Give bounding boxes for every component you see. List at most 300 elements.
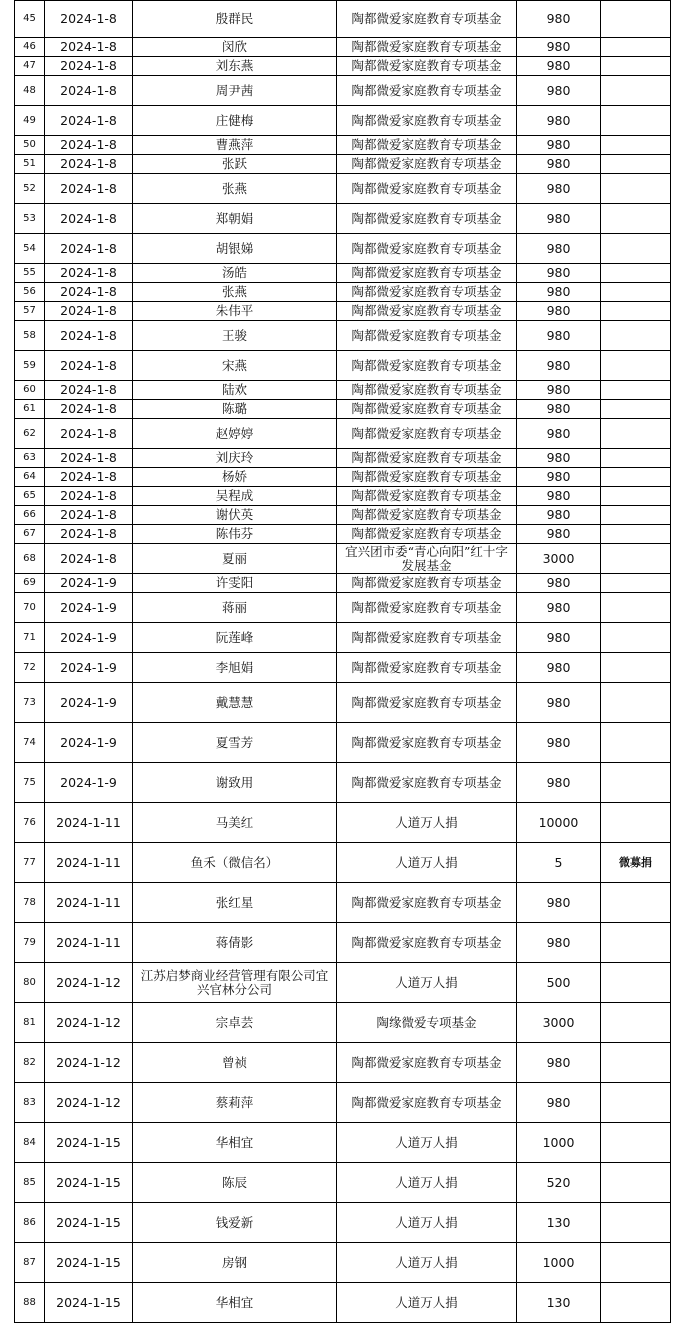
cell-no: 70: [15, 593, 45, 623]
table-row: [15, 1243, 671, 1283]
cell-date: 2024-1-8: [45, 204, 133, 234]
cell-fund: 陶都微爱家庭教育专项基金: [337, 234, 517, 264]
table-row: [15, 321, 671, 351]
cell-amount: 980: [517, 525, 601, 544]
cell-name: 张燕: [133, 174, 337, 204]
cell-note: [601, 264, 671, 283]
table-row: [15, 1283, 671, 1323]
cell-no: 58: [15, 321, 45, 351]
cell-name: 殷群民: [133, 1, 337, 38]
cell-fund: 陶都微爱家庭教育专项基金: [337, 449, 517, 468]
cell-fund: 陶都微爱家庭教育专项基金: [337, 106, 517, 136]
cell-date: 2024-1-11: [45, 803, 133, 843]
cell-note: [601, 1083, 671, 1123]
table-row: [15, 283, 671, 302]
cell-note: [601, 419, 671, 449]
table-row: [15, 803, 671, 843]
cell-name: 陈辰: [133, 1163, 337, 1203]
cell-date: 2024-1-15: [45, 1163, 133, 1203]
cell-no: 85: [15, 1163, 45, 1203]
cell-name: 谢伏英: [133, 506, 337, 525]
cell-no: 71: [15, 623, 45, 653]
table-row: [15, 234, 671, 264]
cell-note: [601, 468, 671, 487]
cell-fund: 人道万人捐: [337, 1203, 517, 1243]
cell-amount: 980: [517, 57, 601, 76]
cell-no: 60: [15, 381, 45, 400]
cell-date: 2024-1-12: [45, 1043, 133, 1083]
cell-amount: 3000: [517, 1003, 601, 1043]
cell-name: 汤皓: [133, 264, 337, 283]
cell-note: [601, 1003, 671, 1043]
cell-fund: 人道万人捐: [337, 1243, 517, 1283]
cell-date: 2024-1-8: [45, 234, 133, 264]
cell-date: 2024-1-8: [45, 302, 133, 321]
cell-note: [601, 302, 671, 321]
cell-fund: 陶都微爱家庭教育专项基金: [337, 525, 517, 544]
table-row: [15, 763, 671, 803]
cell-date: 2024-1-12: [45, 1003, 133, 1043]
cell-amount: 980: [517, 204, 601, 234]
cell-no: 63: [15, 449, 45, 468]
cell-amount: 980: [517, 593, 601, 623]
cell-no: 54: [15, 234, 45, 264]
cell-name: 曹燕萍: [133, 136, 337, 155]
cell-date: 2024-1-8: [45, 544, 133, 574]
cell-fund: 陶都微爱家庭教育专项基金: [337, 1, 517, 38]
cell-note: [601, 57, 671, 76]
cell-name: 李旭娟: [133, 653, 337, 683]
cell-amount: 980: [517, 923, 601, 963]
cell-date: 2024-1-15: [45, 1283, 133, 1323]
cell-fund: 人道万人捐: [337, 1123, 517, 1163]
cell-no: 59: [15, 351, 45, 381]
cell-fund: 人道万人捐: [337, 1163, 517, 1203]
table-row: [15, 623, 671, 653]
cell-date: 2024-1-8: [45, 487, 133, 506]
cell-amount: 10000: [517, 803, 601, 843]
cell-name: 夏雪芳: [133, 723, 337, 763]
cell-name: 蒋倩影: [133, 923, 337, 963]
cell-note: [601, 883, 671, 923]
table-row: [15, 302, 671, 321]
cell-no: 86: [15, 1203, 45, 1243]
cell-fund: 陶都微爱家庭教育专项基金: [337, 264, 517, 283]
cell-no: 66: [15, 506, 45, 525]
cell-note: [601, 803, 671, 843]
cell-note: [601, 544, 671, 574]
cell-amount: 980: [517, 76, 601, 106]
cell-no: 79: [15, 923, 45, 963]
cell-name: 华相宜: [133, 1123, 337, 1163]
cell-name: 谢致用: [133, 763, 337, 803]
cell-name: 宋燕: [133, 351, 337, 381]
cell-name: 刘东燕: [133, 57, 337, 76]
cell-amount: 980: [517, 136, 601, 155]
cell-note: [601, 155, 671, 174]
cell-name: 阮莲峰: [133, 623, 337, 653]
cell-note: [601, 1283, 671, 1323]
cell-date: 2024-1-9: [45, 763, 133, 803]
cell-amount: 980: [517, 174, 601, 204]
cell-date: 2024-1-15: [45, 1203, 133, 1243]
cell-fund: 陶都微爱家庭教育专项基金: [337, 351, 517, 381]
table-row: [15, 1043, 671, 1083]
table-row: [15, 1123, 671, 1163]
cell-no: 48: [15, 76, 45, 106]
table-row: [15, 381, 671, 400]
cell-amount: 980: [517, 351, 601, 381]
cell-name: 张燕: [133, 283, 337, 302]
table-row: [15, 38, 671, 57]
cell-name: 胡银娣: [133, 234, 337, 264]
cell-date: 2024-1-8: [45, 57, 133, 76]
cell-note: [601, 38, 671, 57]
cell-note: [601, 1043, 671, 1083]
cell-date: 2024-1-8: [45, 468, 133, 487]
cell-fund: 陶都微爱家庭教育专项基金: [337, 400, 517, 419]
cell-note: [601, 963, 671, 1003]
table-row: [15, 544, 671, 574]
cell-no: 68: [15, 544, 45, 574]
cell-fund: 陶都微爱家庭教育专项基金: [337, 381, 517, 400]
cell-no: 78: [15, 883, 45, 923]
cell-amount: 980: [517, 38, 601, 57]
cell-note: [601, 351, 671, 381]
cell-name: 闵欣: [133, 38, 337, 57]
cell-no: 87: [15, 1243, 45, 1283]
cell-amount: 980: [517, 400, 601, 419]
cell-name: 张红星: [133, 883, 337, 923]
cell-fund: 陶都微爱家庭教育专项基金: [337, 468, 517, 487]
cell-fund: 陶都微爱家庭教育专项基金: [337, 653, 517, 683]
cell-note: [601, 400, 671, 419]
cell-name: 江苏启梦商业经营管理有限公司宜兴官林分公司: [133, 963, 337, 1003]
cell-no: 55: [15, 264, 45, 283]
cell-date: 2024-1-15: [45, 1123, 133, 1163]
table-row: [15, 204, 671, 234]
cell-date: 2024-1-8: [45, 351, 133, 381]
cell-name: 蒋丽: [133, 593, 337, 623]
cell-amount: 980: [517, 763, 601, 803]
cell-note: [601, 174, 671, 204]
cell-amount: 980: [517, 264, 601, 283]
cell-amount: 130: [517, 1283, 601, 1323]
cell-amount: 980: [517, 468, 601, 487]
cell-note: [601, 487, 671, 506]
cell-note: [601, 136, 671, 155]
table-row: [15, 487, 671, 506]
cell-name: 华相宜: [133, 1283, 337, 1323]
cell-amount: 520: [517, 1163, 601, 1203]
cell-name: 戴慧慧: [133, 683, 337, 723]
cell-fund: 陶都微爱家庭教育专项基金: [337, 174, 517, 204]
cell-date: 2024-1-8: [45, 400, 133, 419]
cell-note: [601, 381, 671, 400]
table-row: [15, 1, 671, 38]
cell-date: 2024-1-11: [45, 843, 133, 883]
cell-name: 张跃: [133, 155, 337, 174]
cell-amount: 980: [517, 234, 601, 264]
cell-note: [601, 506, 671, 525]
cell-note: [601, 525, 671, 544]
cell-fund: 陶都微爱家庭教育专项基金: [337, 683, 517, 723]
cell-date: 2024-1-9: [45, 593, 133, 623]
cell-date: 2024-1-11: [45, 923, 133, 963]
cell-date: 2024-1-9: [45, 574, 133, 593]
cell-no: 49: [15, 106, 45, 136]
cell-note: [601, 923, 671, 963]
cell-no: 46: [15, 38, 45, 57]
cell-note: [601, 1203, 671, 1243]
cell-no: 50: [15, 136, 45, 155]
cell-note: [601, 1123, 671, 1163]
cell-date: 2024-1-8: [45, 136, 133, 155]
cell-note: [601, 449, 671, 468]
cell-date: 2024-1-8: [45, 419, 133, 449]
table-row: [15, 57, 671, 76]
donation-table: [14, 0, 671, 1323]
cell-no: 62: [15, 419, 45, 449]
cell-date: 2024-1-8: [45, 264, 133, 283]
cell-amount: 980: [517, 683, 601, 723]
cell-fund: 陶都微爱家庭教育专项基金: [337, 57, 517, 76]
cell-no: 72: [15, 653, 45, 683]
table-row: [15, 400, 671, 419]
cell-fund: 陶都微爱家庭教育专项基金: [337, 923, 517, 963]
cell-amount: 980: [517, 381, 601, 400]
cell-amount: 1000: [517, 1243, 601, 1283]
cell-name: 宗卓芸: [133, 1003, 337, 1043]
cell-no: 80: [15, 963, 45, 1003]
table-row: [15, 174, 671, 204]
cell-fund: 陶都微爱家庭教育专项基金: [337, 302, 517, 321]
cell-name: 曾祯: [133, 1043, 337, 1083]
cell-no: 56: [15, 283, 45, 302]
cell-fund: 陶都微爱家庭教育专项基金: [337, 723, 517, 763]
cell-no: 52: [15, 174, 45, 204]
cell-no: 64: [15, 468, 45, 487]
table-row: [15, 468, 671, 487]
cell-date: 2024-1-9: [45, 683, 133, 723]
cell-note: 微募捐: [601, 843, 671, 883]
cell-name: 陆欢: [133, 381, 337, 400]
cell-note: [601, 574, 671, 593]
cell-name: 马美红: [133, 803, 337, 843]
cell-amount: 980: [517, 723, 601, 763]
cell-no: 75: [15, 763, 45, 803]
cell-date: 2024-1-8: [45, 283, 133, 302]
cell-amount: 980: [517, 321, 601, 351]
table-row: [15, 593, 671, 623]
cell-note: [601, 76, 671, 106]
table-row: [15, 574, 671, 593]
cell-amount: 980: [517, 883, 601, 923]
cell-amount: 130: [517, 1203, 601, 1243]
cell-name: 房钢: [133, 1243, 337, 1283]
cell-no: 82: [15, 1043, 45, 1083]
cell-name: 吴程成: [133, 487, 337, 506]
cell-fund: 陶都微爱家庭教育专项基金: [337, 76, 517, 106]
table-row: [15, 506, 671, 525]
cell-note: [601, 321, 671, 351]
cell-name: 杨娇: [133, 468, 337, 487]
cell-name: 王骏: [133, 321, 337, 351]
cell-fund: 人道万人捐: [337, 803, 517, 843]
table-row: [15, 1163, 671, 1203]
cell-fund: 人道万人捐: [337, 1283, 517, 1323]
table-row: [15, 1003, 671, 1043]
cell-no: 47: [15, 57, 45, 76]
cell-no: 74: [15, 723, 45, 763]
cell-fund: 人道万人捐: [337, 843, 517, 883]
cell-no: 61: [15, 400, 45, 419]
cell-date: 2024-1-8: [45, 321, 133, 351]
cell-fund: 陶缘微爱专项基金: [337, 1003, 517, 1043]
cell-name: 鱼禾（微信名）: [133, 843, 337, 883]
cell-note: [601, 623, 671, 653]
cell-note: [601, 593, 671, 623]
cell-fund: 陶都微爱家庭教育专项基金: [337, 1043, 517, 1083]
cell-fund: 陶都微爱家庭教育专项基金: [337, 155, 517, 174]
table-row: [15, 963, 671, 1003]
cell-fund: 陶都微爱家庭教育专项基金: [337, 283, 517, 302]
cell-date: 2024-1-8: [45, 381, 133, 400]
cell-amount: 980: [517, 1, 601, 38]
table-row: [15, 351, 671, 381]
cell-fund: 陶都微爱家庭教育专项基金: [337, 623, 517, 653]
cell-no: 57: [15, 302, 45, 321]
cell-no: 84: [15, 1123, 45, 1163]
cell-amount: 980: [517, 1083, 601, 1123]
cell-date: 2024-1-8: [45, 1, 133, 38]
cell-fund: 陶都微爱家庭教育专项基金: [337, 136, 517, 155]
cell-amount: 500: [517, 963, 601, 1003]
cell-fund: 陶都微爱家庭教育专项基金: [337, 506, 517, 525]
cell-name: 周尹茜: [133, 76, 337, 106]
cell-note: [601, 1163, 671, 1203]
cell-no: 53: [15, 204, 45, 234]
cell-amount: 980: [517, 574, 601, 593]
cell-date: 2024-1-8: [45, 506, 133, 525]
cell-fund: 陶都微爱家庭教育专项基金: [337, 321, 517, 351]
cell-date: 2024-1-8: [45, 174, 133, 204]
cell-note: [601, 204, 671, 234]
cell-name: 蔡莉萍: [133, 1083, 337, 1123]
cell-amount: 3000: [517, 544, 601, 574]
cell-name: 陈璐: [133, 400, 337, 419]
table-row: [15, 76, 671, 106]
table-row: [15, 723, 671, 763]
cell-note: [601, 653, 671, 683]
cell-note: [601, 1, 671, 38]
cell-date: 2024-1-9: [45, 623, 133, 653]
cell-fund: 陶都微爱家庭教育专项基金: [337, 38, 517, 57]
cell-date: 2024-1-11: [45, 883, 133, 923]
table-row: [15, 1203, 671, 1243]
table-row: [15, 1083, 671, 1123]
cell-amount: 980: [517, 449, 601, 468]
cell-date: 2024-1-8: [45, 106, 133, 136]
cell-fund: 陶都微爱家庭教育专项基金: [337, 1083, 517, 1123]
cell-note: [601, 234, 671, 264]
cell-date: 2024-1-15: [45, 1243, 133, 1283]
cell-amount: 5: [517, 843, 601, 883]
table-row: [15, 883, 671, 923]
cell-note: [601, 763, 671, 803]
cell-fund: 陶都微爱家庭教育专项基金: [337, 763, 517, 803]
cell-name: 陈伟芬: [133, 525, 337, 544]
cell-no: 51: [15, 155, 45, 174]
cell-amount: 1000: [517, 1123, 601, 1163]
cell-note: [601, 723, 671, 763]
cell-name: 刘庆玲: [133, 449, 337, 468]
cell-name: 庄健梅: [133, 106, 337, 136]
cell-fund: 陶都微爱家庭教育专项基金: [337, 204, 517, 234]
cell-no: 67: [15, 525, 45, 544]
cell-note: [601, 283, 671, 302]
table-row: [15, 419, 671, 449]
cell-amount: 980: [517, 106, 601, 136]
cell-date: 2024-1-8: [45, 155, 133, 174]
cell-no: 69: [15, 574, 45, 593]
cell-no: 81: [15, 1003, 45, 1043]
table-row: [15, 136, 671, 155]
cell-amount: 980: [517, 623, 601, 653]
cell-name: 朱伟平: [133, 302, 337, 321]
cell-amount: 980: [517, 302, 601, 321]
table-row: [15, 264, 671, 283]
cell-fund: 陶都微爱家庭教育专项基金: [337, 487, 517, 506]
cell-date: 2024-1-12: [45, 963, 133, 1003]
cell-no: 65: [15, 487, 45, 506]
cell-name: 郑朝娟: [133, 204, 337, 234]
cell-name: 夏丽: [133, 544, 337, 574]
table-row: [15, 449, 671, 468]
cell-no: 83: [15, 1083, 45, 1123]
cell-fund: 陶都微爱家庭教育专项基金: [337, 883, 517, 923]
cell-amount: 980: [517, 653, 601, 683]
cell-no: 77: [15, 843, 45, 883]
cell-amount: 980: [517, 506, 601, 525]
table-row: [15, 683, 671, 723]
cell-name: 赵婷婷: [133, 419, 337, 449]
donation-table-body: [15, 1, 671, 1323]
cell-fund: 陶都微爱家庭教育专项基金: [337, 574, 517, 593]
cell-no: 73: [15, 683, 45, 723]
cell-date: 2024-1-9: [45, 723, 133, 763]
cell-fund: 宜兴团市委“青心向阳”红十字发展基金: [337, 544, 517, 574]
cell-date: 2024-1-9: [45, 653, 133, 683]
cell-fund: 陶都微爱家庭教育专项基金: [337, 419, 517, 449]
cell-amount: 980: [517, 1043, 601, 1083]
cell-date: 2024-1-8: [45, 449, 133, 468]
table-row: [15, 525, 671, 544]
cell-note: [601, 106, 671, 136]
table-row: [15, 106, 671, 136]
cell-name: 许雯阳: [133, 574, 337, 593]
cell-amount: 980: [517, 155, 601, 174]
cell-no: 76: [15, 803, 45, 843]
cell-amount: 980: [517, 283, 601, 302]
table-row: [15, 155, 671, 174]
cell-fund: 陶都微爱家庭教育专项基金: [337, 593, 517, 623]
cell-fund: 人道万人捐: [337, 963, 517, 1003]
cell-date: 2024-1-12: [45, 1083, 133, 1123]
cell-date: 2024-1-8: [45, 76, 133, 106]
table-row: [15, 843, 671, 883]
cell-name: 钱爱新: [133, 1203, 337, 1243]
